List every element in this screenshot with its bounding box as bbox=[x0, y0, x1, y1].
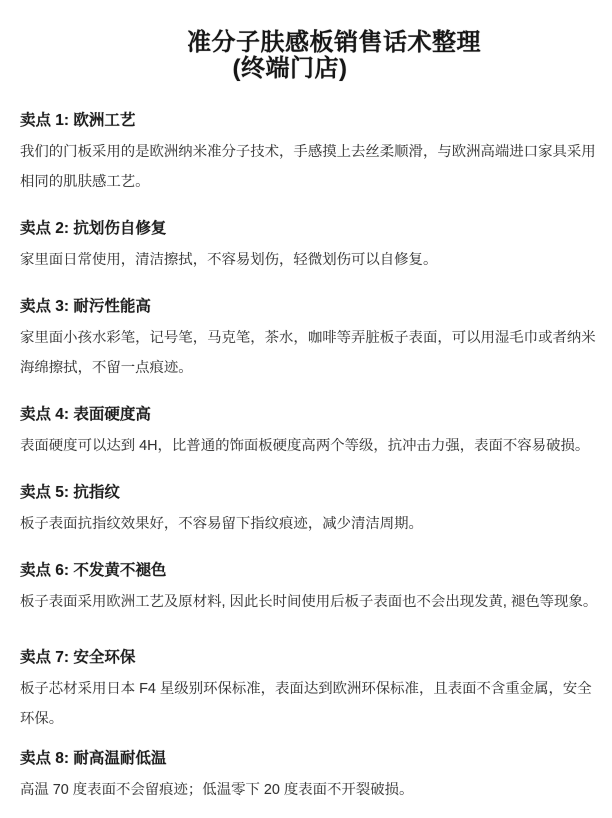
section-selling-point-7 bbox=[20, 647, 592, 734]
section-selling-point-6 bbox=[20, 560, 598, 617]
document-title-line1: 准分子肤感板销售话术整理 bbox=[187, 29, 481, 56]
selling-point-1-heading: 卖点 1: 欧洲工艺 bbox=[20, 112, 136, 129]
selling-point-3-heading: 卖点 3: 耐污性能高 bbox=[20, 298, 151, 315]
selling-point-5-body-line: 板子表面抗指纹效果好，不容易留下指纹痕迹，减少清洁周期。 bbox=[20, 516, 423, 532]
selling-point-6-heading: 卖点 6: 不发黄不褪色 bbox=[20, 562, 167, 579]
document-title-line2: (终端门店) bbox=[232, 55, 348, 82]
selling-point-8-body-line: 高温 70 度表面不会留痕迹；低温零下 20 度表面不开裂破损。 bbox=[20, 782, 414, 798]
selling-point-7-body-line: 环保。 bbox=[20, 711, 64, 727]
section-selling-point-4 bbox=[20, 404, 592, 461]
selling-point-3-body-line: 海绵擦拭，不留一点痕迹。 bbox=[20, 360, 193, 376]
section-selling-point-1 bbox=[20, 110, 596, 197]
selling-point-4-body-line: 表面硬度可以达到 4H，比普通的饰面板硬度高两个等级，抗冲击力强，表面不容易破损。 bbox=[20, 438, 590, 454]
selling-point-2-heading: 卖点 2: 抗划伤自修复 bbox=[20, 220, 167, 237]
section-selling-point-8 bbox=[20, 748, 592, 805]
selling-point-3-body-line: 家里面小孩水彩笔，记号笔，马克笔，茶水，咖啡等弄脏板子表面，可以用湿毛巾或者纳米 bbox=[20, 330, 596, 346]
document-title bbox=[20, 30, 592, 82]
selling-point-4-heading: 卖点 4: 表面硬度高 bbox=[20, 406, 151, 423]
section-selling-point-2 bbox=[20, 218, 592, 275]
selling-point-2-body-line: 家里面日常使用，清洁擦拭，不容易划伤，轻微划伤可以自修复。 bbox=[20, 252, 438, 268]
selling-point-7-heading: 卖点 7: 安全环保 bbox=[20, 649, 136, 666]
selling-point-5-heading: 卖点 5: 抗指纹 bbox=[20, 484, 120, 501]
section-selling-point-5 bbox=[20, 482, 592, 539]
selling-point-1-body-line: 我们的门板采用的是欧洲纳米准分子技术，手感摸上去丝柔顺滑，与欧洲高端进口家具采用 bbox=[20, 144, 596, 160]
selling-point-6-body-line: 板子表面采用欧洲工艺及原材料, 因此长时间使用后板子表面也不会出现发黄, 褪色等现象。 bbox=[20, 594, 598, 610]
section-selling-point-3 bbox=[20, 296, 596, 383]
selling-point-8-heading: 卖点 8: 耐高温耐低温 bbox=[20, 750, 167, 767]
selling-point-1-body-line: 相同的肌肤感工艺。 bbox=[20, 174, 150, 190]
selling-point-7-body-line: 板子芯材采用日本 F4 星级别环保标准，表面达到欧洲环保标准，且表面不含重金属，安全 bbox=[20, 681, 592, 697]
